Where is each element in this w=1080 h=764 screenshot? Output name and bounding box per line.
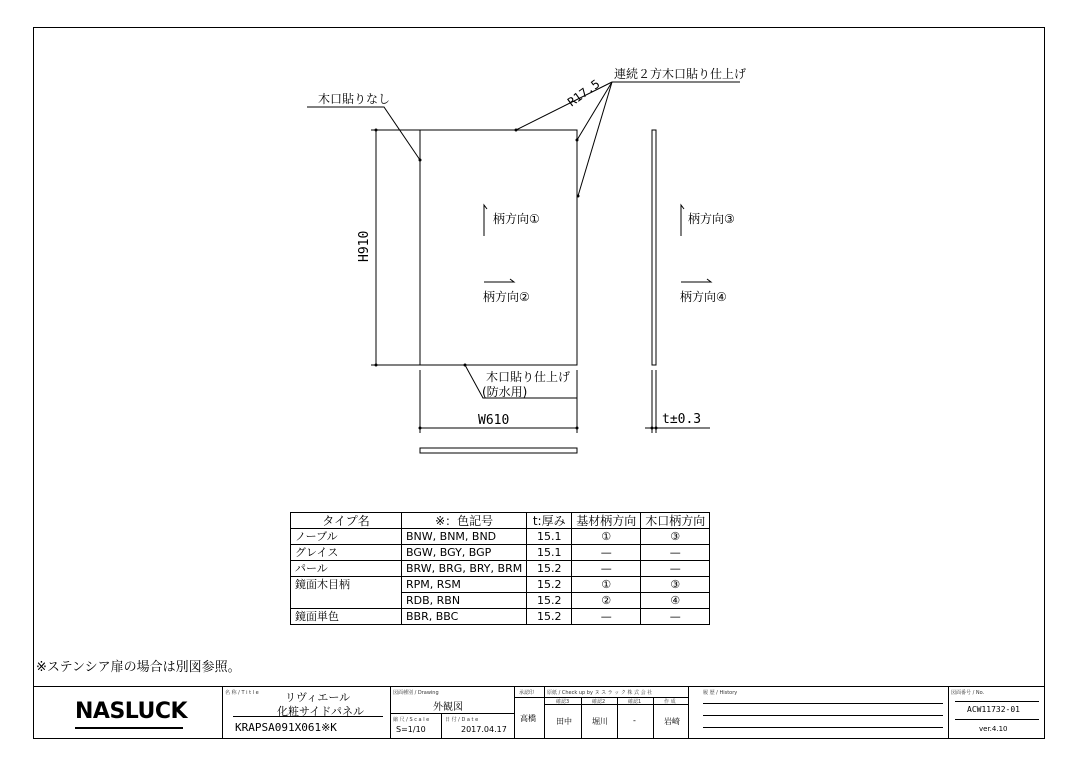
history-cell [689, 687, 949, 739]
cell-edge-grain: ③ [641, 577, 710, 593]
cell-edge-grain: ③ [641, 529, 710, 545]
history-line-2 [703, 715, 943, 716]
callout-radius: R17.5 [565, 76, 603, 110]
cell-color: RDB, RBN [402, 593, 527, 609]
history-caption: 履 歴 / History [703, 690, 738, 696]
cell-type: 鏡面木目柄 [291, 577, 402, 593]
header-color-code: ※：色記号 [402, 513, 527, 529]
check-sub-3: 確認1 [628, 699, 642, 705]
date-value: 2017.04.17 [461, 725, 507, 734]
panel-side-outline [652, 130, 656, 365]
cell-edge-grain: — [641, 561, 710, 577]
table-row [291, 593, 710, 609]
cell-base-grain: — [572, 609, 641, 625]
check-col-2 [617, 697, 618, 739]
drawing-info-cell [391, 687, 515, 739]
history-line-1 [703, 703, 943, 704]
cell-thickness: 15.1 [527, 529, 572, 545]
cell-color: BNW, BNM, BND [402, 529, 527, 545]
approver-divider [515, 697, 545, 698]
date-caption: 日 付 / D a t e [445, 717, 479, 723]
approver-cell [515, 687, 545, 739]
scale-value: S=1/10 [396, 725, 426, 734]
model-number: KRAPSA091X061※K [235, 721, 337, 734]
table-row [291, 561, 710, 577]
title-block [33, 686, 1045, 740]
cell-base-grain: ② [572, 593, 641, 609]
dimension-thickness: t±0.3 [662, 412, 702, 427]
version: ver.4.10 [979, 725, 1008, 733]
scale-date-divider [441, 713, 442, 739]
table-row [291, 577, 710, 593]
callout-edge-none: 木口貼りなし [318, 92, 391, 106]
cell-color: BRW, BRG, BRY, BRM [402, 561, 527, 577]
cell-base-grain: ① [572, 529, 641, 545]
grain-direction-1: 柄方向① [493, 212, 540, 226]
cell-edge-grain: ④ [641, 593, 710, 609]
cell-type: グレイス [291, 545, 402, 561]
dimension-height: H910 [357, 230, 372, 262]
cell-color: BBR, BBC [402, 609, 527, 625]
grain-direction-2: 柄方向② [483, 290, 530, 304]
drawing-caption: 図面種別 / Drawing [393, 690, 439, 696]
header-thickness: t:厚み [527, 513, 572, 529]
title-line-1: リヴィエール [285, 691, 351, 704]
title-line-2: 化粧サイドパネル [277, 705, 365, 718]
checker-2: 堀川 [592, 717, 608, 726]
header-base-grain: 基材柄方向 [572, 513, 641, 529]
callout-bottom-edge-note: (防水用) [482, 385, 528, 399]
check-sub-2: 確認2 [592, 699, 606, 705]
cell-type: パール [291, 561, 402, 577]
cell-base-grain: — [572, 545, 641, 561]
checker-1: 田中 [556, 717, 572, 726]
grain-direction-3: 柄方向③ [688, 212, 735, 226]
cell-base-grain: — [572, 561, 641, 577]
title-cell [223, 687, 391, 739]
cell-type [291, 593, 402, 609]
check-col-3 [653, 697, 654, 739]
checker-cell [545, 687, 689, 739]
cell-thickness: 15.2 [527, 609, 572, 625]
nasluck-logo: NASLUCK [75, 699, 188, 724]
leader-edge-none [307, 107, 420, 160]
grain-direction-4: 柄方向④ [680, 290, 727, 304]
drawing-divider [391, 713, 515, 714]
drawing-number: ACW11732-01 [967, 705, 1020, 714]
drawing-number-cell [949, 687, 1045, 739]
panel-bottom-outline [420, 448, 577, 453]
no-caption: 図面番号 / No. [951, 690, 985, 696]
cell-thickness: 15.2 [527, 593, 572, 609]
callout-continuous-edge: 連続２方木口貼り仕上げ [614, 67, 747, 81]
drawing-type: 外観図 [433, 702, 463, 713]
stencia-note: ※ステンシア扉の場合は別図参照。 [36, 660, 241, 675]
cell-thickness: 15.2 [527, 577, 572, 593]
table-row [291, 545, 710, 561]
cell-type: 鏡面単色 [291, 609, 402, 625]
cell-color: BGW, BGY, BGP [402, 545, 527, 561]
check-sub-4: 作 成 [664, 699, 676, 705]
spec-table [290, 512, 710, 625]
check-sub-1: 確認3 [556, 699, 570, 705]
no-divider-2 [955, 719, 1039, 720]
callout-bottom-edge: 木口貼り仕上げ [486, 370, 571, 384]
approver-name: 高橋 [520, 714, 536, 723]
cell-base-grain: ① [572, 577, 641, 593]
cell-color: RPM, RSM [402, 577, 527, 593]
panel-front-outline [420, 130, 577, 365]
cell-edge-grain: — [641, 609, 710, 625]
no-divider-1 [955, 701, 1039, 702]
cell-type: ノーブル [291, 529, 402, 545]
spec-table-header [291, 513, 710, 529]
logo-cell [33, 687, 223, 739]
dimension-width: W610 [478, 413, 510, 428]
title-caption: 名 称 / T i t l e [225, 690, 259, 696]
check-caption: 原紙 / Check up by ヌ ス ラ ッ ク 株 式 会 社 [547, 690, 653, 696]
scale-caption: 縮 尺 / S c a l e [393, 717, 430, 723]
cell-edge-grain: — [641, 545, 710, 561]
cell-thickness: 15.2 [527, 561, 572, 577]
table-row [291, 609, 710, 625]
history-line-3 [703, 727, 943, 728]
title-divider [233, 716, 383, 717]
approver-caption: 承認印 [519, 690, 535, 696]
logo-underline [75, 727, 183, 729]
check-col-1 [581, 697, 582, 739]
checker-3: - [633, 716, 636, 725]
cell-thickness: 15.1 [527, 545, 572, 561]
checker-4: 岩崎 [664, 717, 680, 726]
header-type-name: タイプ名 [291, 513, 402, 529]
header-edge-grain: 木口柄方向 [641, 513, 710, 529]
table-row [291, 529, 710, 545]
